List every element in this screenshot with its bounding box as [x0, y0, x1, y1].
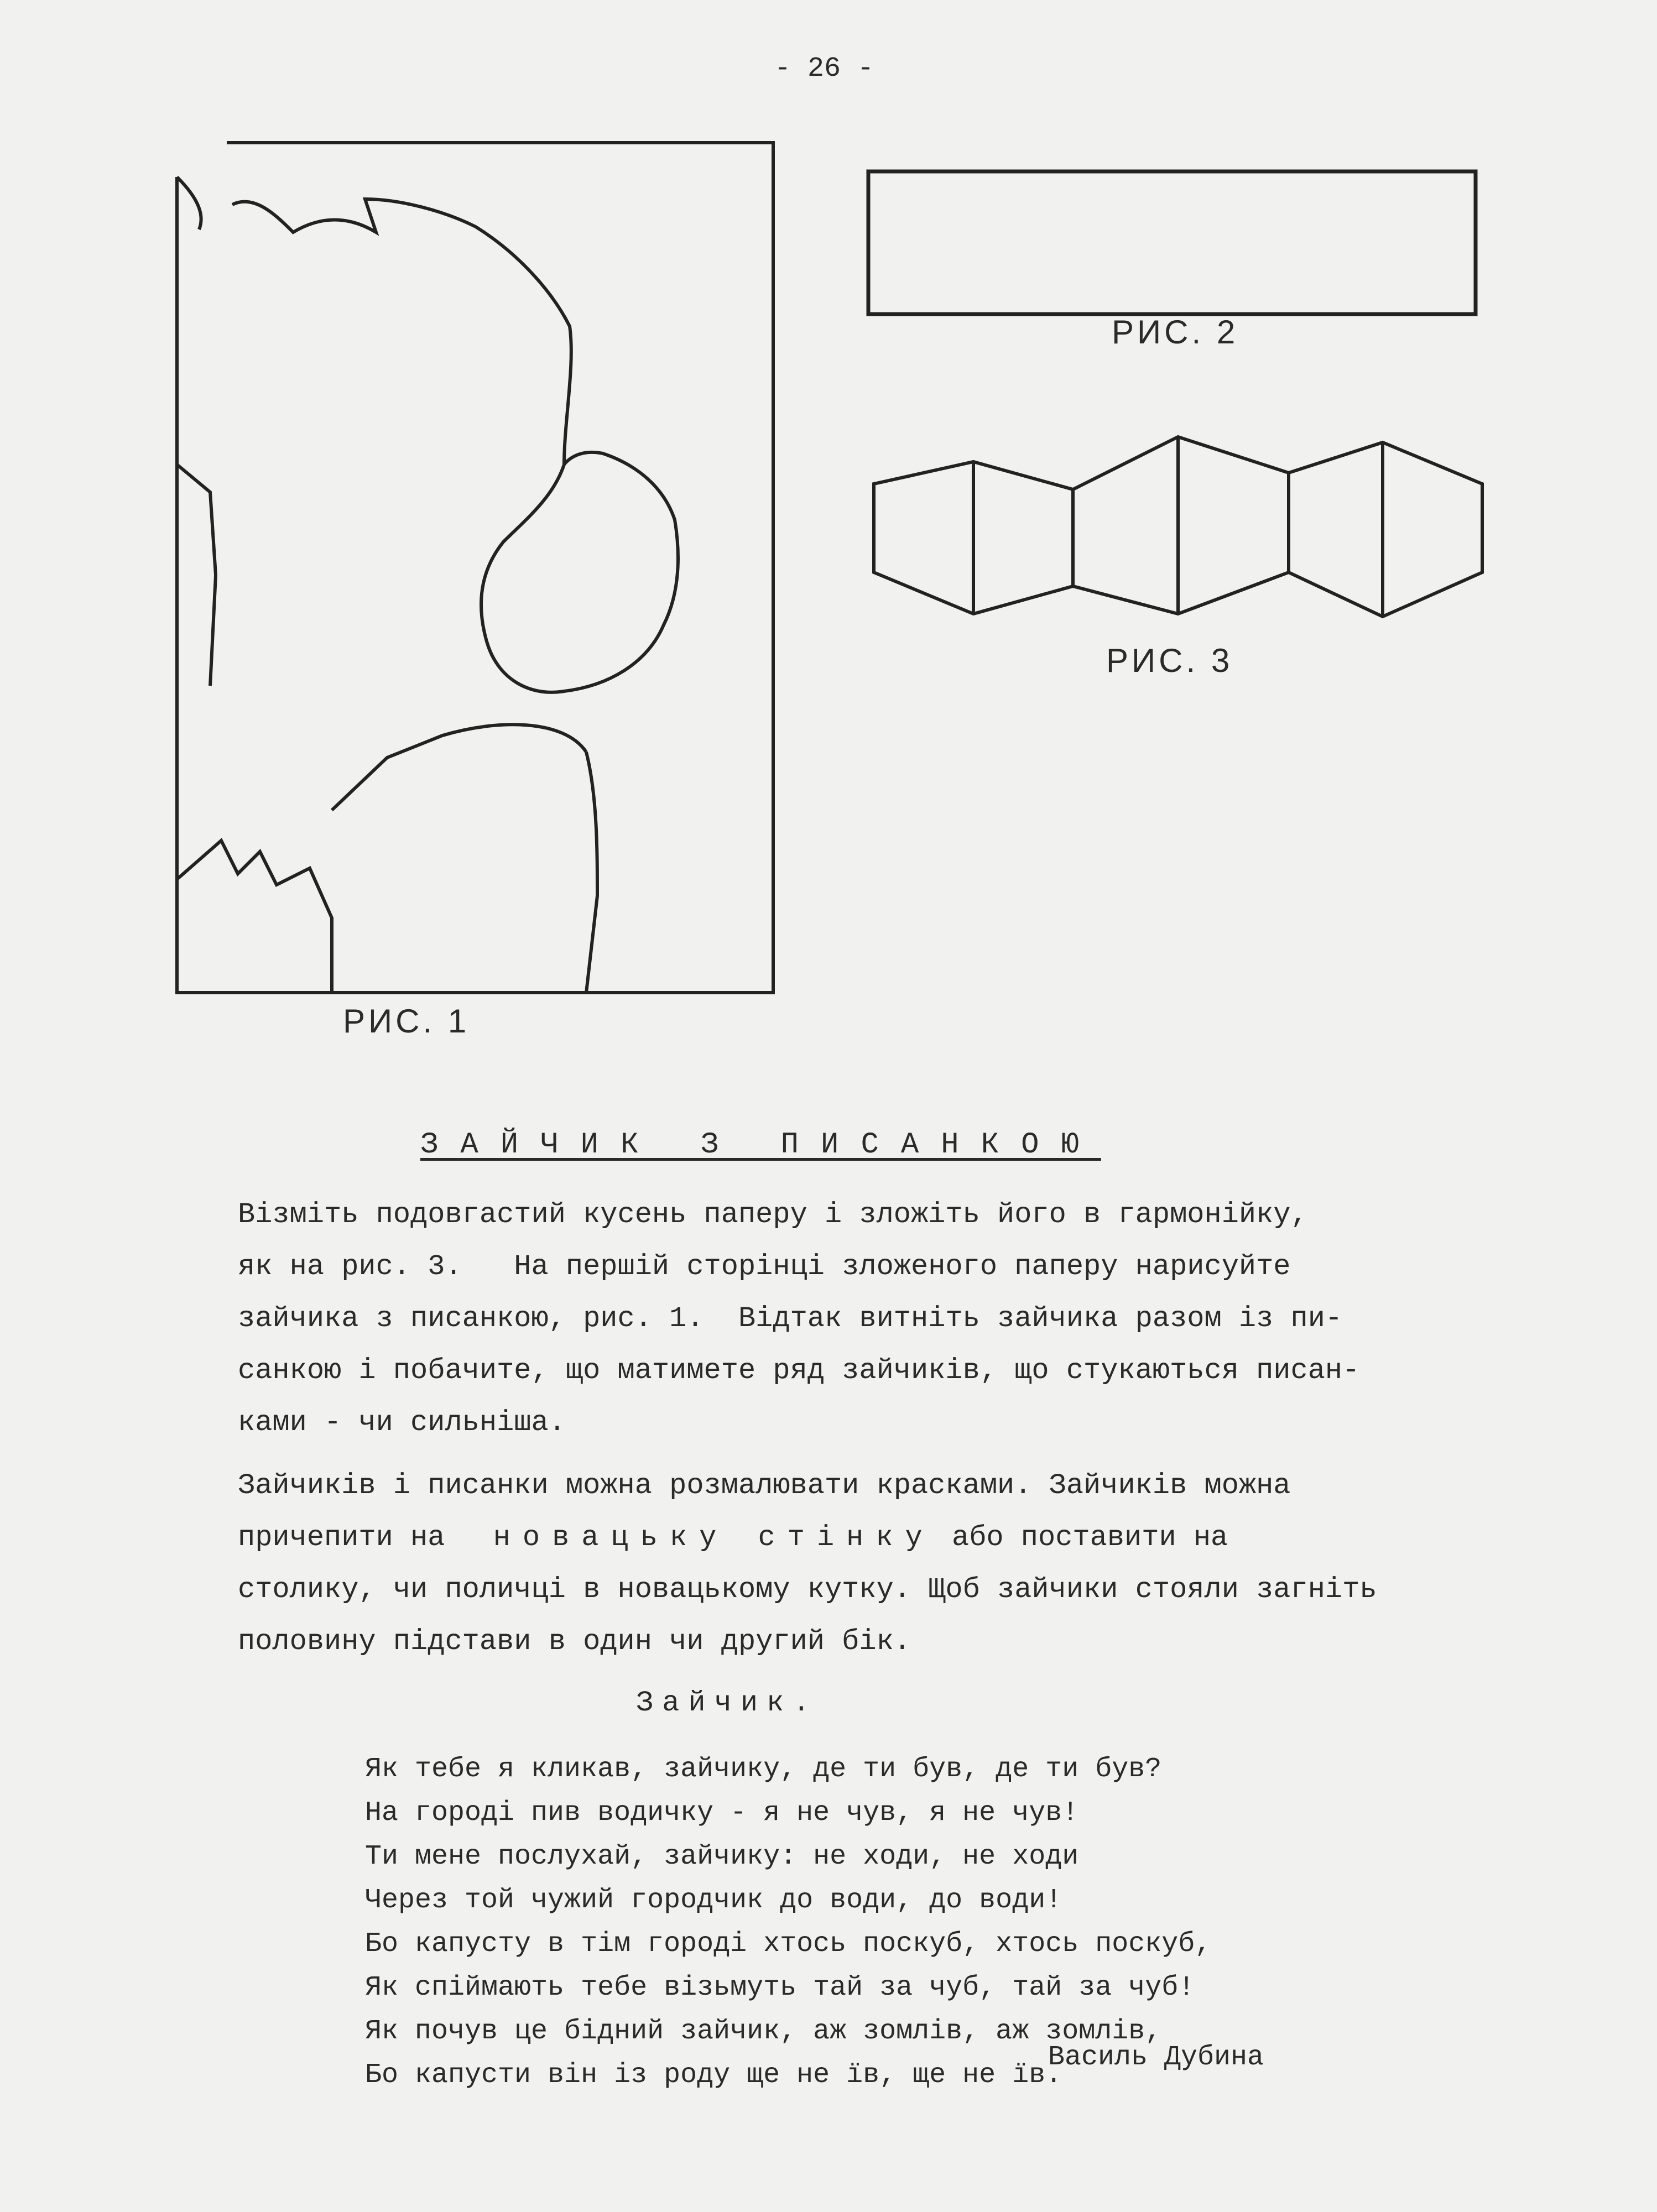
figure-3-accordion-icon — [868, 420, 1493, 630]
article-title: ЗАЙЧИК З ПИСАНКОЮ — [420, 1128, 1101, 1162]
figure-2-caption: РИС. 2 — [1112, 314, 1239, 351]
text-fragment: або поставити на — [951, 1521, 1228, 1554]
poem-line: Як почув це бідний зайчик, аж зомлів, аж зомлів, — [365, 2016, 1162, 2047]
text-line: Зайчиків і писанки можна розмалювати красками. Зайчиків можна — [238, 1469, 1291, 1502]
text-line: як на рис. 3. На першій сторінці зложеного паперу нарисуйте — [238, 1250, 1291, 1283]
poem-line: Як спіймають тебе візьмуть тай за чуб, тай за чуб! — [365, 1972, 1195, 2004]
text-line: Візміть подовгастий кусень паперу і зложіть його в гармонійку, — [238, 1198, 1308, 1231]
poem-line: На городі пив водичку - я не чув, я не чув! — [365, 1797, 1079, 1829]
text-fragment: причепити на — [238, 1521, 445, 1554]
text-line: половину підстави в один чи другий бік. — [238, 1625, 911, 1658]
article-paragraph-1 — [238, 1189, 1471, 1449]
poem-line: Через той чужий городчик до води, до води! — [365, 1885, 1062, 1916]
poem-author: Василь Дубина — [1048, 2042, 1264, 2073]
poem-title: Зайчик. — [636, 1687, 819, 1719]
text-line: ками - чи сильніша. — [238, 1406, 566, 1439]
poem-line: Бо капусти він із роду ще не їв, ще не їв. — [365, 2059, 1062, 2091]
poem-line: Ти мене послухай, зайчику: не ходи, не ходи — [365, 1841, 1079, 1872]
poem-line: Як тебе я кликав, зайчику, де ти був, де ти був? — [365, 1754, 1162, 1785]
figure-1-bunny-icon — [166, 133, 796, 1006]
poem-line: Бо капусту в тім городі хтось поскуб, хтось поскуб, — [365, 1928, 1212, 1960]
text-line: зайчика з писанкою, рис. 1. Відтак витніть зайчика разом із пи- — [238, 1302, 1343, 1335]
figure-3-caption: РИС. 3 — [1106, 642, 1233, 679]
spaced-phrase: новацьку стінку — [493, 1521, 935, 1554]
article-paragraph-2 — [238, 1460, 1471, 1668]
text-line: столику, чи поличці в новацькому кутку. Щоб зайчики стояли загніть — [238, 1573, 1377, 1606]
figure-2-rectangle-icon — [863, 166, 1482, 326]
text-line: санкою і побачите, що матимете ряд зайчиків, що стукаються писан- — [238, 1354, 1360, 1387]
text-line — [238, 1512, 1471, 1564]
page-number: - 26 - — [774, 53, 874, 85]
figure-1-caption: РИС. 1 — [343, 1003, 470, 1040]
